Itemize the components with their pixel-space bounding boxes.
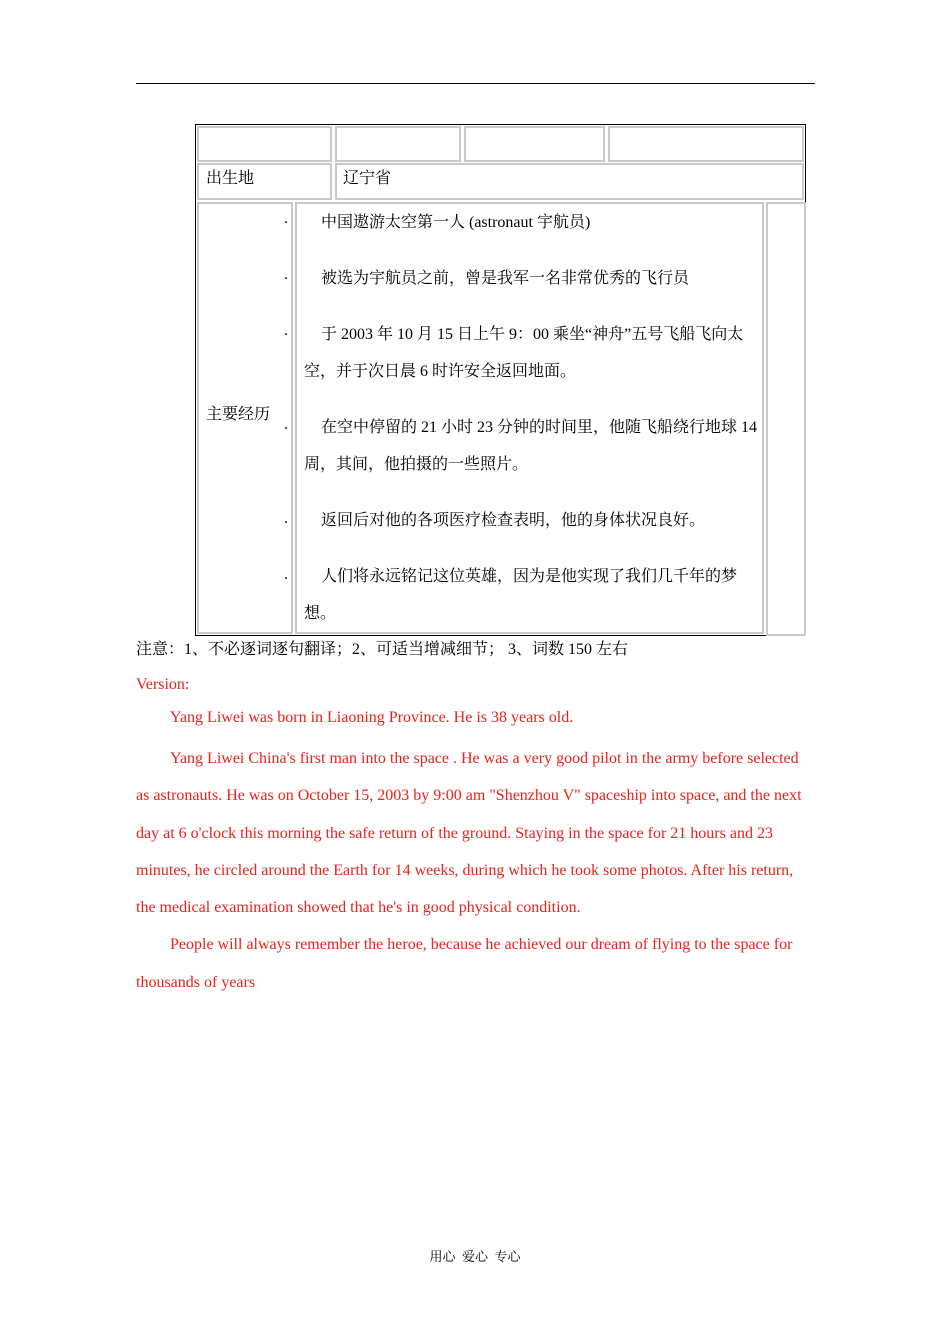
instructions-note: 注意：1、不必逐词逐句翻译；2、可适当增减细节； 3、词数 150 左右: [136, 641, 629, 658]
bullet-marker: .: [284, 510, 288, 527]
table-cell-empty: [608, 126, 804, 162]
experience-item: 被选为宇航员之前，曾是我军一名非常优秀的飞行员: [321, 270, 690, 287]
table-cell-empty: [197, 126, 332, 162]
birthplace-value: 辽宁省: [343, 170, 392, 187]
bullet-marker: .: [284, 322, 288, 339]
essay-paragraph: Yang Liwei was born in Liaoning Province. He is 38 years old.: [170, 709, 574, 726]
experience-list: [304, 204, 760, 651]
essay-paragraph: Yang Liwei China's first man into the space . He was a very good pilot in the army before selected as astronauts. He was on October 15, 2003 by 9:00 am "Shenzhou V" spaceship into space, and the next day at 6 o'clock this morning the safe return of the ground. Staying in the space for 21 hours and 23 minutes, he circled around the Earth for 14 weeks, during which he took some photos. After his return, the medical examination showed that he's in good physical condition.: [136, 750, 802, 917]
birthplace-label: 出生地: [206, 170, 255, 187]
essay-paragraph: People will always remember the heroe, because he achieved our dream of flying to the space for thousands of years: [136, 936, 793, 991]
birthplace-value-cell: [335, 163, 804, 200]
experience-item: 于 2003 年 10 月 15 日上午 9：00 乘坐“神舟”五号飞船飞向太空，并于次日晨 6 时许安全返回地面。: [304, 326, 744, 380]
bullet-marker: .: [284, 566, 288, 583]
bullet-marker: .: [284, 416, 288, 433]
bullet-marker: .: [284, 266, 288, 283]
experience-item: 返回后对他的各项医疗检查表明，他的身体状况良好。: [321, 512, 706, 529]
page-footer: 用心 爱心 专心: [429, 1249, 521, 1264]
experience-side-cell: [766, 202, 806, 636]
version-essay: [136, 706, 815, 1001]
table-cell-empty: [335, 126, 461, 162]
bullet-marker: .: [284, 210, 288, 227]
version-label: Version:: [136, 676, 190, 693]
experience-label: 主要经历: [206, 406, 271, 423]
experience-item: 在空中停留的 21 小时 23 分钟的时间里，他随飞船绕行地球 14 周，其间，他拍摄的一些照片。: [304, 419, 758, 473]
header-rule: [136, 83, 815, 84]
table-cell-empty: [464, 126, 605, 162]
experience-item: 中国遨游太空第一人 (astronaut 宇航员): [321, 214, 591, 231]
experience-item: 人们将永远铭记这位英雄，因为是他实现了我们几千年的梦想。: [304, 568, 738, 622]
